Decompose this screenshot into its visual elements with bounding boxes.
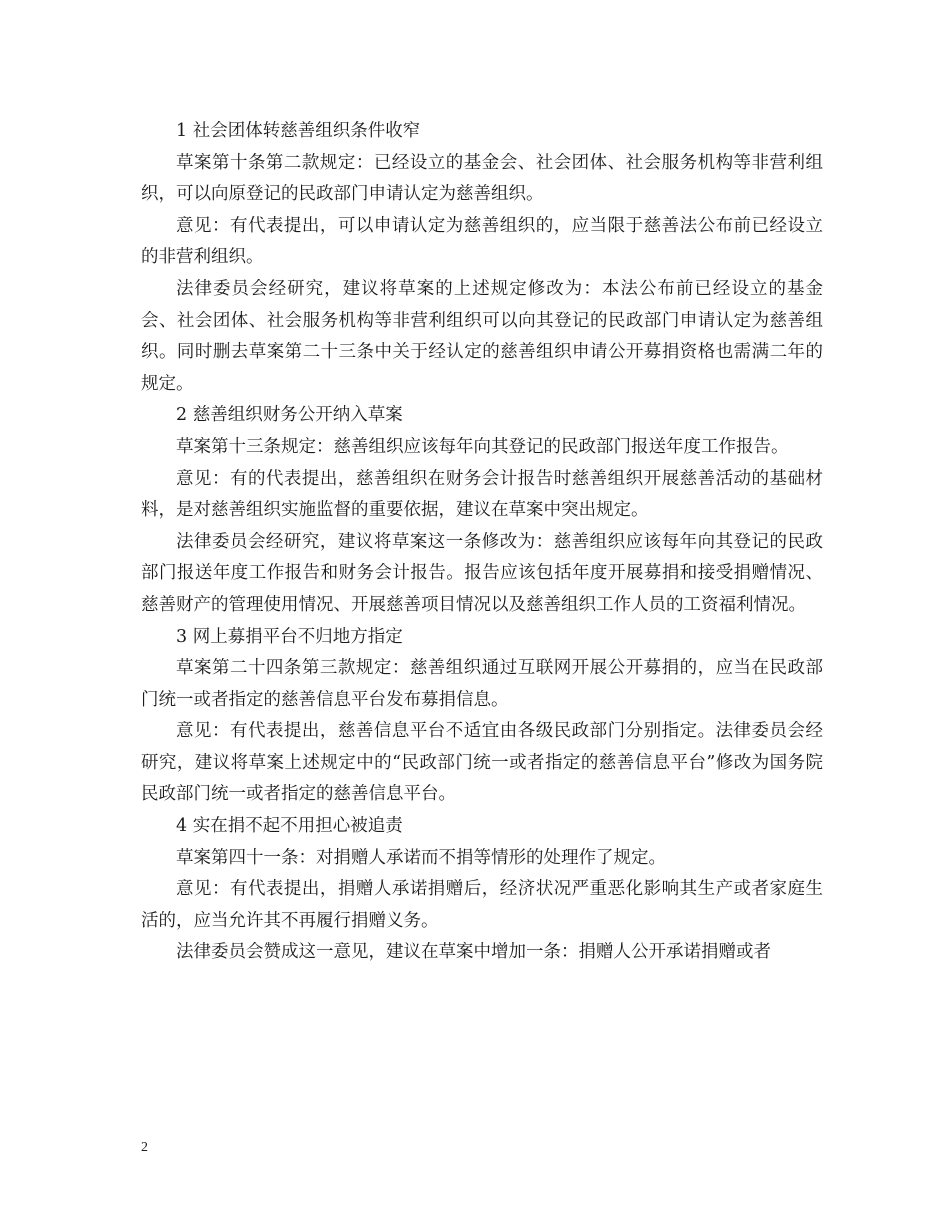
paragraph-committee-1: 法律委员会经研究，建议将草案的上述规定修改为：本法公布前已经设立的基金会、社会团体、社会服务机构等非营利组织可以向其登记的民政部门申请认定为慈善组织。同时删去草案第二十三条中关于经认定的慈善组织申请公开募捐资格也需满二年的规定。 — [141, 278, 823, 394]
paragraph-opinion-4: 意见：有代表提出，捐赠人承诺捐赠后，经济状况严重恶化影响其生产或者家庭生活的，应当允许其不再履行捐赠义务。 — [141, 879, 823, 931]
section-heading-2: 2 慈善组织财务公开纳入草案 — [176, 405, 403, 426]
paragraph-committee-2: 法律委员会经研究，建议将草案这一条修改为：慈善组织应该每年向其登记的民政部门报送年度工作报告和财务会计报告。报告应该包括年度开展募捐和接受捐赠情况、慈善财产的管理使用情况、开展慈善项目情况以及慈善组织工作人员的工资福利情况。 — [141, 531, 823, 615]
paragraph-opinion-1: 意见：有代表提出，可以申请认定为慈善组织的，应当限于慈善法公布前已经设立的非营利组织。 — [141, 215, 823, 268]
paragraph-draft-article-24: 草案第二十四条第三款规定：慈善组织通过互联网开展公开募捐的，应当在民政部门统一或者指定的慈善信息平台发布募捐信息。 — [141, 658, 823, 710]
paragraph-opinion-2: 意见：有的代表提出，慈善组织在财务会计报告时慈善组织开展慈善活动的基础材料，是对慈善组织实施监督的重要依据，建议在草案中突出规定。 — [141, 468, 823, 521]
paragraph-opinion-3: 意见：有代表提出，慈善信息平台不适宜由各级民政部门分别指定。法律委员会经研究，建议将草案上述规定中的“民政部门统一或者指定的慈善信息平台”修改为国务院民政部门统一或者指定的慈善信息平台。 — [141, 721, 823, 805]
section-heading-1: 1 社会团体转慈善组织条件收窄 — [176, 121, 421, 141]
paragraph-committee-4: 法律委员会赞成这一意见，建议在草案中增加一条：捐赠人公开承诺捐赠或者 — [176, 942, 771, 963]
paragraph-draft-article-41: 草案第四十一条：对捐赠人承诺而不捐等情形的处理作了规定。 — [176, 847, 666, 868]
section-heading-3: 3 网上募捐平台不归地方指定 — [176, 626, 403, 647]
section-heading-4: 4 实在捐不起不用担心被追责 — [176, 816, 403, 837]
page-number: 2 — [141, 1140, 148, 1155]
paragraph-draft-article-13: 草案第十三条规定：慈善组织应该每年向其登记的民政部门报送年度工作报告。 — [176, 436, 789, 457]
document-body — [141, 116, 823, 969]
paragraph-draft-article-10: 草案第十条第二款规定：已经设立的基金会、社会团体、社会服务机构等非营利组织，可以向原登记的民政部门申请认定为慈善组织。 — [141, 152, 823, 205]
